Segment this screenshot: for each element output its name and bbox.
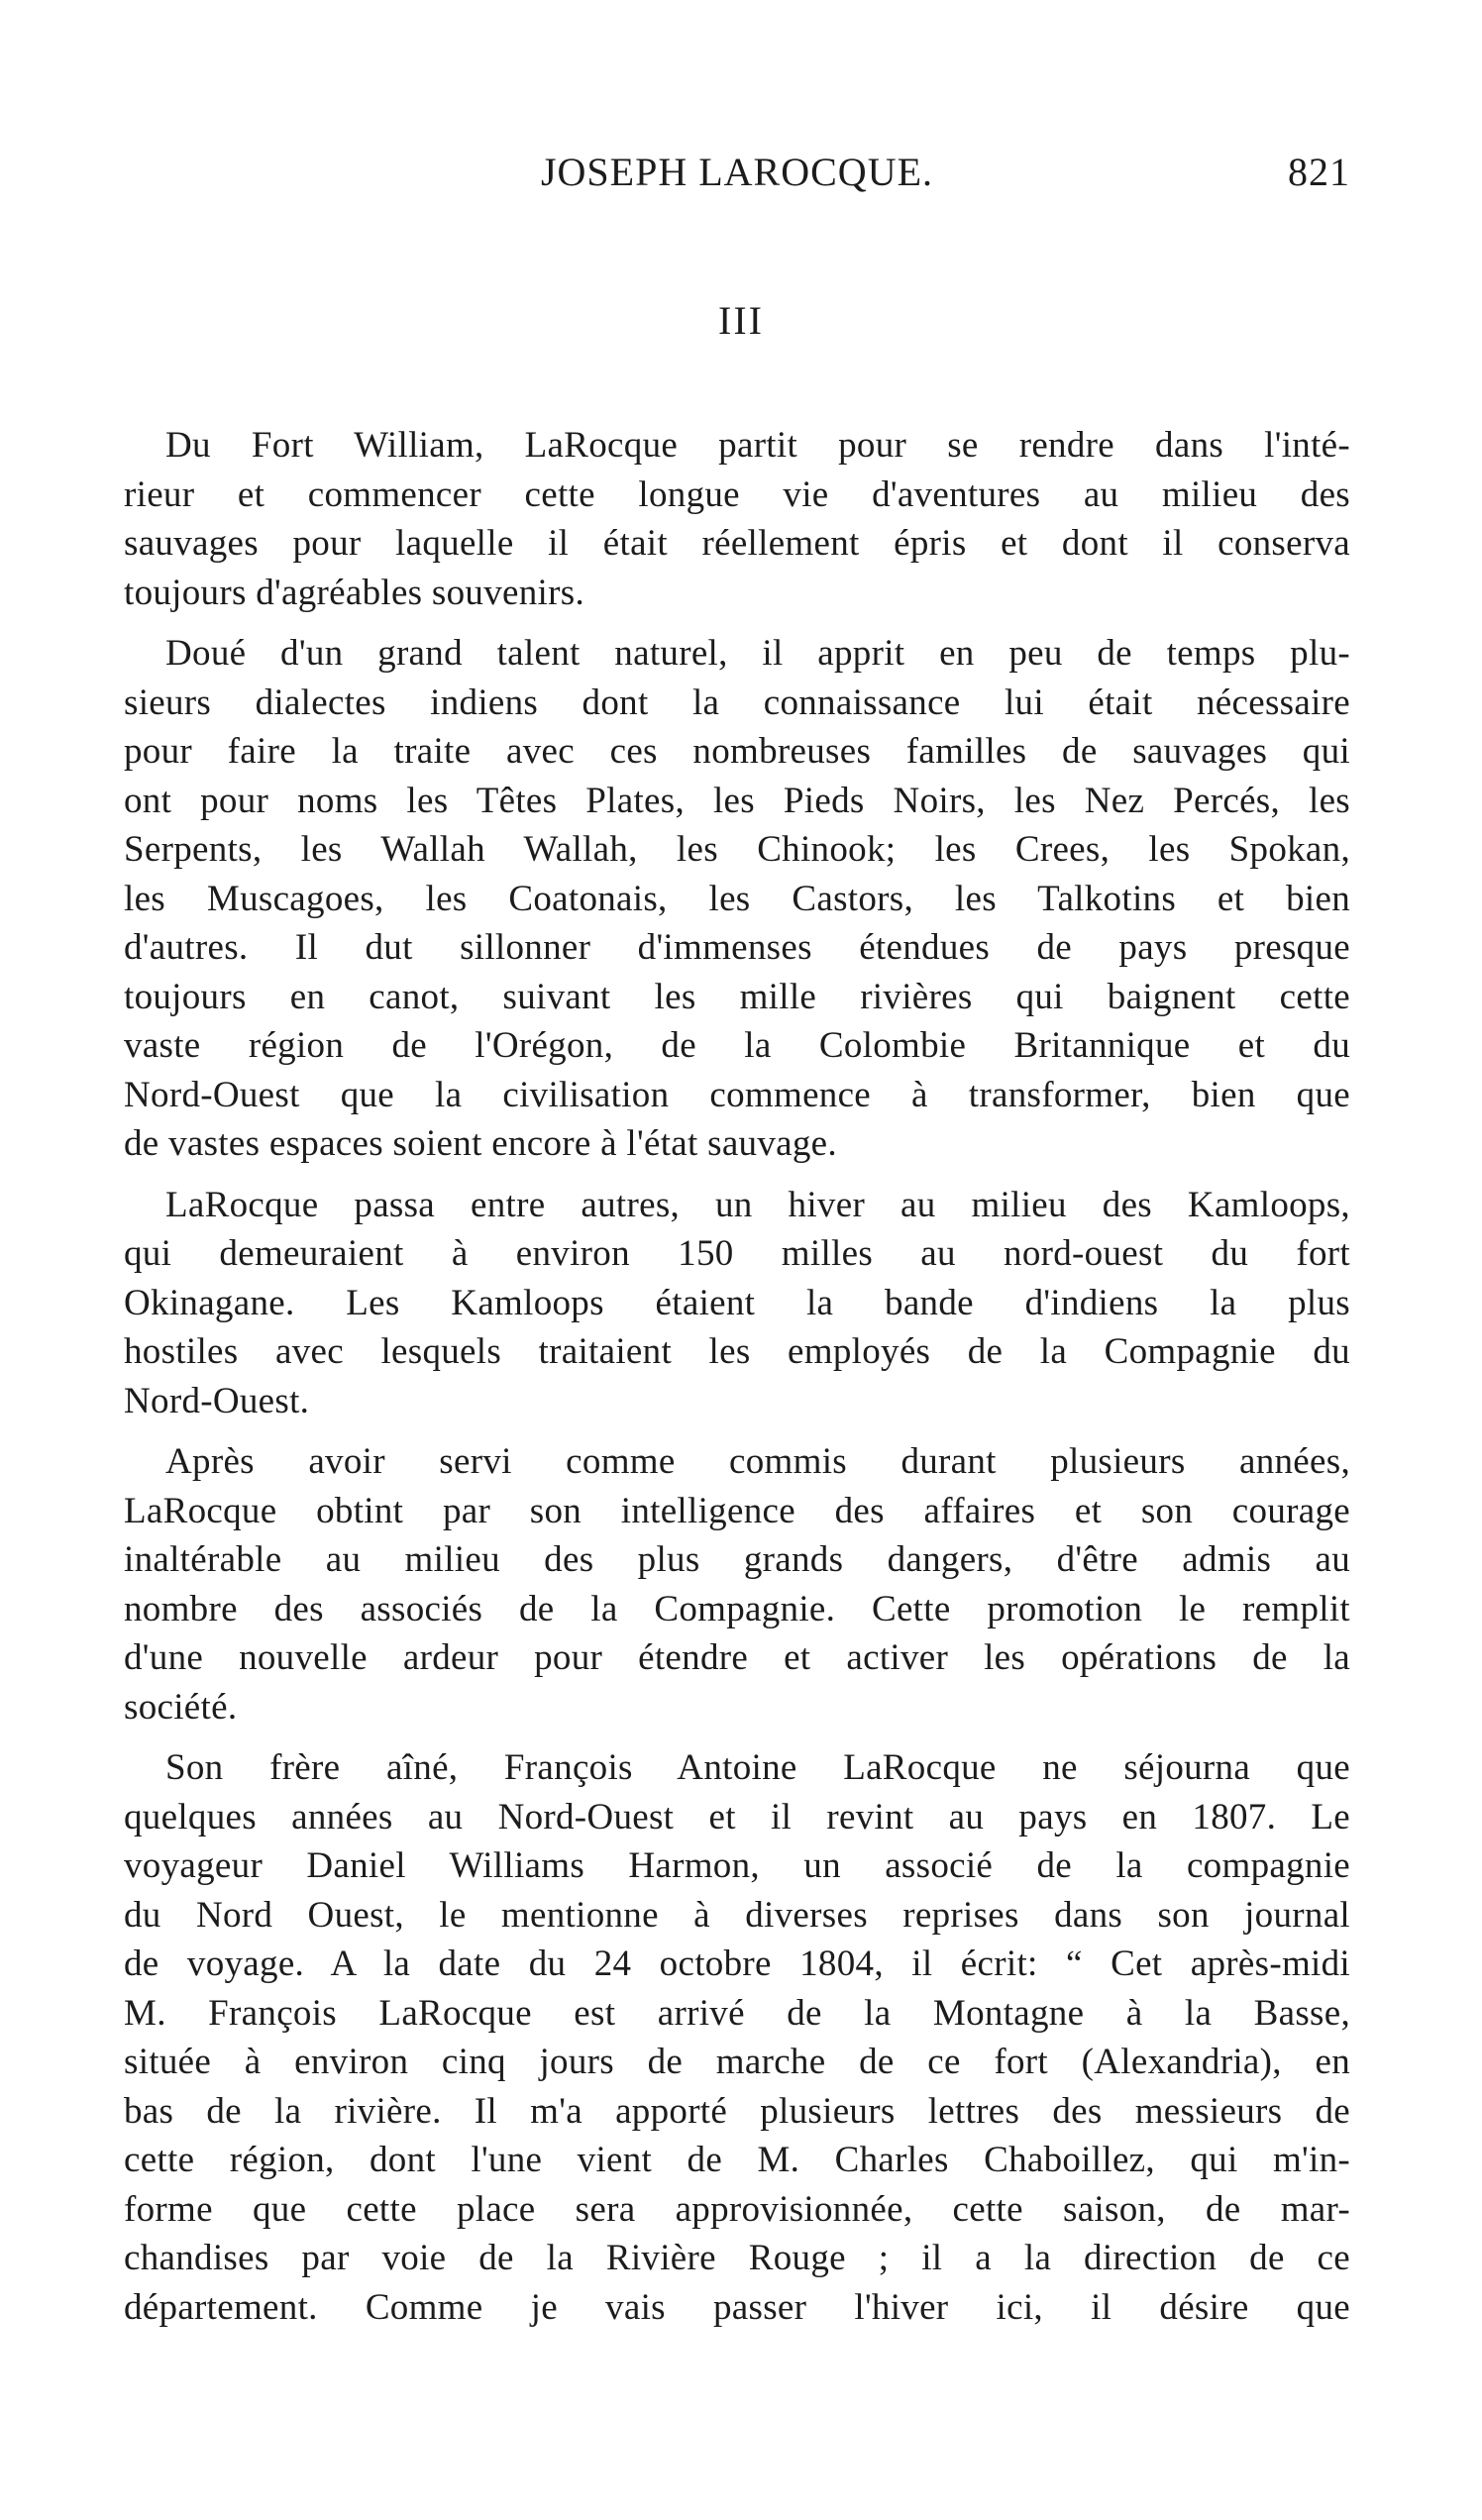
text-line: d'une nouvelle ardeur pour étendre et activer les opérations de la	[124, 1637, 1350, 1678]
text-line: hostiles avec lesquels traitaient les employés de la Compagnie du	[124, 1331, 1350, 1372]
text-line: de voyage. A la date du 24 octobre 1804, il écrit: “ Cet après-midi	[124, 1943, 1350, 1984]
paragraph	[124, 629, 1350, 1169]
text-line: Après avoir servi comme commis durant plusieurs années,	[165, 1441, 1350, 1482]
running-title: JOSEPH LAROCQUE.	[540, 150, 934, 194]
text-line: LaRocque obtint par son intelligence des affaires et son courage	[124, 1490, 1350, 1531]
paragraph	[124, 421, 1350, 617]
text-line: toujours en canot, suivant les mille rivières qui baignent cette	[124, 976, 1350, 1017]
text-line: M. François LaRocque est arrivé de la Montagne à la Basse,	[124, 1992, 1350, 2034]
text-line: qui demeuraient à environ 150 milles au nord-ouest du fort	[124, 1233, 1350, 1274]
paragraph	[124, 1181, 1350, 1426]
running-head	[124, 149, 1350, 208]
text-line: les Muscagoes, les Coatonais, les Castors, les Talkotins et bien	[124, 878, 1350, 919]
text-line: inaltérable au milieu des plus grands dangers, d'être admis au	[124, 1539, 1350, 1580]
section-number: III	[718, 298, 764, 343]
body-text	[124, 421, 1350, 2344]
text-line: voyageur Daniel Williams Harmon, un associé de la compagnie	[124, 1845, 1350, 1886]
text-line: Son frère aîné, François Antoine LaRocque ne séjourna que	[165, 1747, 1350, 1788]
text-line: située à environ cinq jours de marche de ce fort (Alexandria), en	[124, 2042, 1350, 2082]
text-line: du Nord Ouest, le mentionne à diverses reprises dans son journal	[124, 1894, 1350, 1936]
text-line: chandises par voie de la Rivière Rouge ; il a la direction de ce	[124, 2238, 1350, 2278]
text-line: nombre des associés de la Compagnie. Cette promotion le remplit	[124, 1588, 1350, 1629]
text-line: toujours d'agréables souvenirs.	[124, 572, 585, 613]
text-line: forme que cette place sera approvisionnée, cette saison, de mar-	[124, 2188, 1350, 2230]
text-line: rieur et commencer cette longue vie d'aventures au milieu des	[124, 473, 1350, 515]
text-line: ont pour noms les Têtes Plates, les Pieds Noirs, les Nez Percés, les	[124, 780, 1350, 821]
text-line: vaste région de l'Orégon, de la Colombie Britannique et du	[124, 1025, 1350, 1066]
text-line: sieurs dialectes indiens dont la connaissance lui était nécessaire	[124, 682, 1350, 723]
text-line: département. Comme je vais passer l'hiver ici, il désire que	[124, 2286, 1350, 2328]
text-line: d'autres. Il dut sillonner d'immenses étendues de pays presque	[124, 927, 1350, 968]
text-line: Nord-Ouest que la civilisation commence à transformer, bien que	[124, 1074, 1350, 1115]
text-line: pour faire la traite avec ces nombreuses familles de sauvages qui	[124, 731, 1350, 772]
text-line: cette région, dont l'une vient de M. Charles Chaboillez, qui m'in-	[124, 2140, 1350, 2180]
text-line: Okinagane. Les Kamloops étaient la bande d'indiens la plus	[124, 1282, 1350, 1323]
text-line: LaRocque passa entre autres, un hiver au milieu des Kamloops,	[165, 1184, 1350, 1225]
text-line: sauvages pour laquelle il était réellement épris et dont il conserva	[124, 523, 1350, 564]
text-line: Doué d'un grand talent naturel, il apprit en peu de temps plu-	[165, 633, 1350, 674]
paragraph	[124, 1743, 1350, 2332]
text-line: Du Fort William, LaRocque partit pour se rendre dans l'inté-	[165, 425, 1350, 466]
text-line: Serpents, les Wallah Wallah, les Chinook; les Crees, les Spokan,	[124, 829, 1350, 870]
paragraph	[124, 1437, 1350, 1732]
text-line: Nord-Ouest.	[124, 1380, 310, 1421]
text-line: de vastes espaces soient encore à l'état sauvage.	[124, 1123, 837, 1164]
page-number: 821	[1288, 150, 1350, 194]
text-line: société.	[124, 1686, 238, 1728]
text-line: bas de la rivière. Il m'a apporté plusieurs lettres des messieurs de	[124, 2090, 1350, 2132]
text-line: quelques années au Nord-Ouest et il revint au pays en 1807. Le	[124, 1796, 1350, 1838]
